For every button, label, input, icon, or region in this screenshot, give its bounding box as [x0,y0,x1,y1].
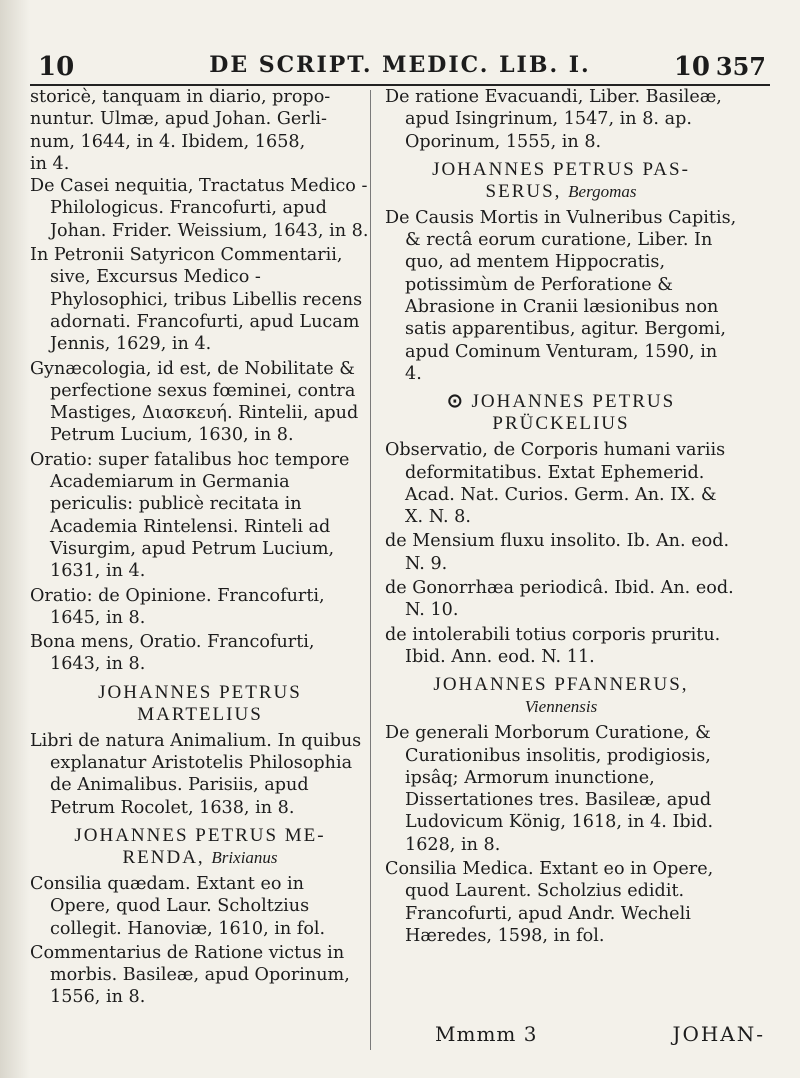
column-divider [370,90,371,1050]
author-heading [30,682,370,726]
author-origin: Brixianus [211,847,278,867]
bibliography-entry: In Petronii Satyricon Commentarii, sive, Excursus Medico - Phylosophici, tribus Libellis recens adornati. Francofurti, apud Lucam Jennis, 1629, in 4. [30,245,363,355]
bibliography-entry: Gynæcologia, id est, de Nobilitate & perfectione sexus fœminei, contra Mastiges, Διασκευή. Rintelii, apud Petrum Lucium, 1630, in 8. [30,358,359,446]
author-name-line: JOHANNES PETRUS PAS- [432,158,690,180]
signature-mark: Mmmm 3 [435,1022,538,1046]
author-name-line: RENDA, [122,846,205,868]
text-line: storicè, tanquam in diario, propo- [30,87,331,107]
author-heading [385,391,737,435]
author-name-line: MARTELIUS [137,703,263,725]
author-heading [30,825,370,869]
author-heading [385,674,737,718]
header-title: DE SCRIPT. MEDIC. LIB. I. [209,52,591,78]
continued-entry [30,86,370,175]
author-name-line: JOHANNES PFANNERUS, [433,674,689,696]
header-column-number-left: 10 [38,52,75,82]
right-column [385,86,737,949]
bibliography-entry: De ratione Evacuandi, Liber. Basileæ, apud Isingrinum, 1547, in 8. ap. Oporinum, 1555, in 8. [385,87,722,152]
bibliography-entry: de intolerabili totius corporis pruritu. Ibid. Ann. eod. N. 11. [385,624,721,667]
text-line: nuntur. Ulmæ, apud Johan. Gerli- [30,109,327,130]
author-origin: Viennensis [524,697,598,717]
bibliography-entry: de Mensium fluxu insolito. Ib. An. eod. N. 9. [385,531,730,574]
page-gutter-shadow [0,0,30,1078]
bibliography-entry: De generali Morborum Curatione, & Curationibus insolitis, prodigiosis, ipsâq; Armorum inunctione, Dissertationes tres. Basileæ, apud Ludovicum König, 1618, in 4. Ibid. 1628, in 8. [385,723,714,855]
author-heading [385,159,737,203]
author-name-line: JOHANNES PETRUS [98,681,302,703]
bibliography-entry: Observatio, de Corporis humani variis deformitatibus. Extat Ephemerid. Acad. Nat. Curios. Germ. An. IX. & X. N. 8. [385,440,726,528]
catchword: JOHAN- [672,1022,765,1046]
bibliography-entry: Oratio: super fatalibus hoc tempore Academiarum in Germania periculis: publicè recitata in Academia Rintelensi. Rinteli ad Visurgim, apud Petrum Lucium, 1631, in 4. [30,449,350,582]
page-footer [435,1022,765,1052]
bibliography-entry: Bona mens, Oratio. Francofurti, 1643, in 8. [30,632,315,675]
text-line: num, 1644, in 4. Ibidem, 1658, [30,131,306,152]
left-column [30,86,370,1011]
bibliography-entry: De Casei nequitia, Tractatus Medico - Philologicus. Francofurti, apud Johan. Frider. Weissium, 1643, in 8. [30,176,369,241]
bibliography-entry: Oratio: de Opinione. Francofurti, 1645, in 8. [30,585,325,628]
bibliography-entry: Commentarius de Ratione victus in morbis. Basileæ, apud Oporinum, 1556, in 8. [30,942,350,1008]
author-name-line: JOHANNES PETRUS ME- [74,824,326,846]
header-column-number-right: 10 [673,52,710,82]
bibliography-entry: Consilia Medica. Extant eo in Opere, quod Laurent. Scholzius edidit. Francofurti, apud Andr. Wecheli Hæredes, 1598, in fol. [385,859,714,946]
author-name-text: JOHANNES PETRUS [471,391,676,413]
page-number: 357 [715,52,766,81]
bibliography-entry: Consilia quædam. Extant eo in Opere, quod Laur. Scholtzius collegit. Hanoviæ, 1610, in fol. [30,873,326,939]
text-line: in 4. [30,153,70,174]
running-header [30,50,770,86]
author-name-line: PRÜCKELIUS [492,413,630,435]
circle-dot-icon: ⊙ [446,391,465,413]
bibliography-entry: Libri de natura Animalium. In quibus explanatur Aristotelis Philosophia de Animalibus. Parisiis, apud Petrum Rocolet, 1638, in 8. [30,730,362,818]
author-name-line [385,391,737,413]
bibliography-entry: de Gonorrhæa periodicâ. Ibid. An. eod. N. 10. [385,578,734,621]
author-name-line: SERUS, [485,180,562,202]
bibliography-entry: De Causis Mortis in Vulneribus Capitis, & rectâ eorum curatione, Liber. In quo, ad mentem Hippocratis, potissimùm de Perforatione & Abrasione in Cranii læsionibus non satis apparentibus, agitur. Bergomi, apud Cominum Venturam, 1590, in 4. [385,207,737,384]
author-origin: Bergomas [568,181,637,201]
